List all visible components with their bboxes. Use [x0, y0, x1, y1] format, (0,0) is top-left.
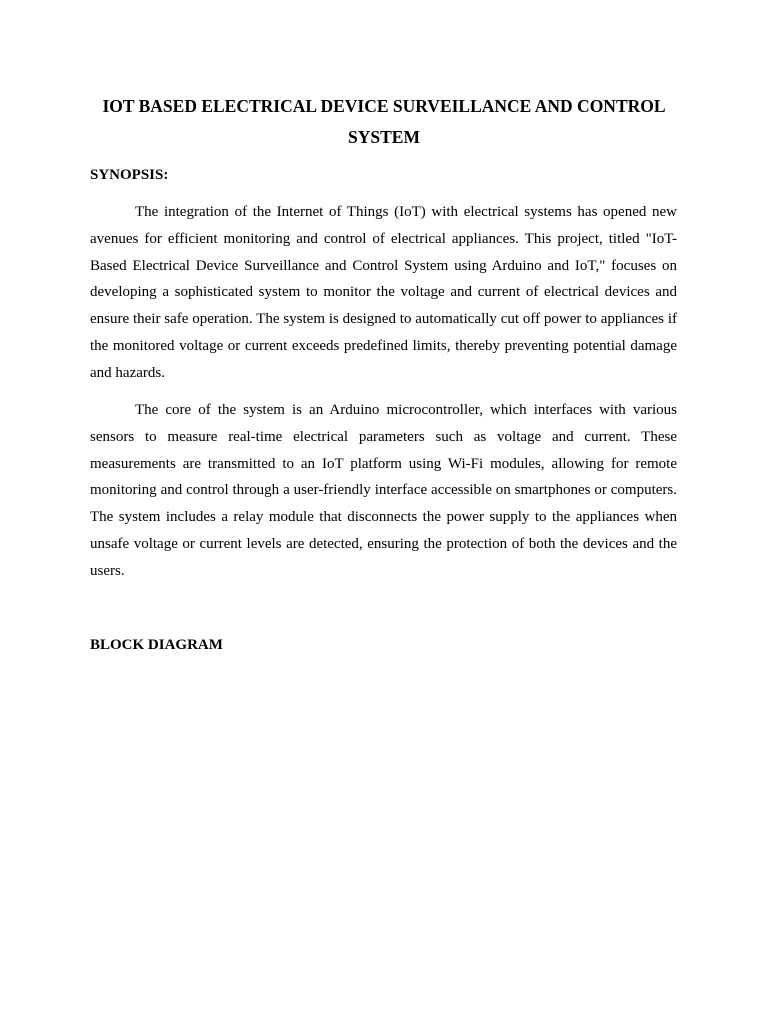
synopsis-paragraph-1: The integration of the Internet of Things (IoT) with electrical systems has opened new avenues for efficient monitoring and control of electrical appliances. This project, titled "IoT-Based Electrical Device Surveillance and Control System using Arduino and IoT," focuses on developing a sophisticated system to monitor the voltage and current of electrical devices and ensure their safe operation. The system is designed to automatically cut off power to appliances if the monitored voltage or current exceeds predefined limits, thereby preventing potential damage and hazards. [90, 204, 677, 381]
document-title: IOT BASED ELECTRICAL DEVICE SURVEILLANCE AND CONTROL SYSTEM [102, 96, 666, 147]
synopsis-heading: SYNOPSIS: [90, 167, 169, 183]
synopsis-paragraph-2: The core of the system is an Arduino microcontroller, which interfaces with various sensors to measure real-time electrical parameters such as voltage and current. These measurements are transmitted to an IoT platform using Wi-Fi modules, allowing for remote monitoring and control through a user-friendly interface accessible on smartphones or computers. The system includes a relay module that disconnects the power supply to the appliances when unsafe voltage or current levels are detected, ensuring the protection of both the devices and the users. [90, 402, 677, 579]
block-diagram-heading: BLOCK DIAGRAM [90, 637, 223, 653]
